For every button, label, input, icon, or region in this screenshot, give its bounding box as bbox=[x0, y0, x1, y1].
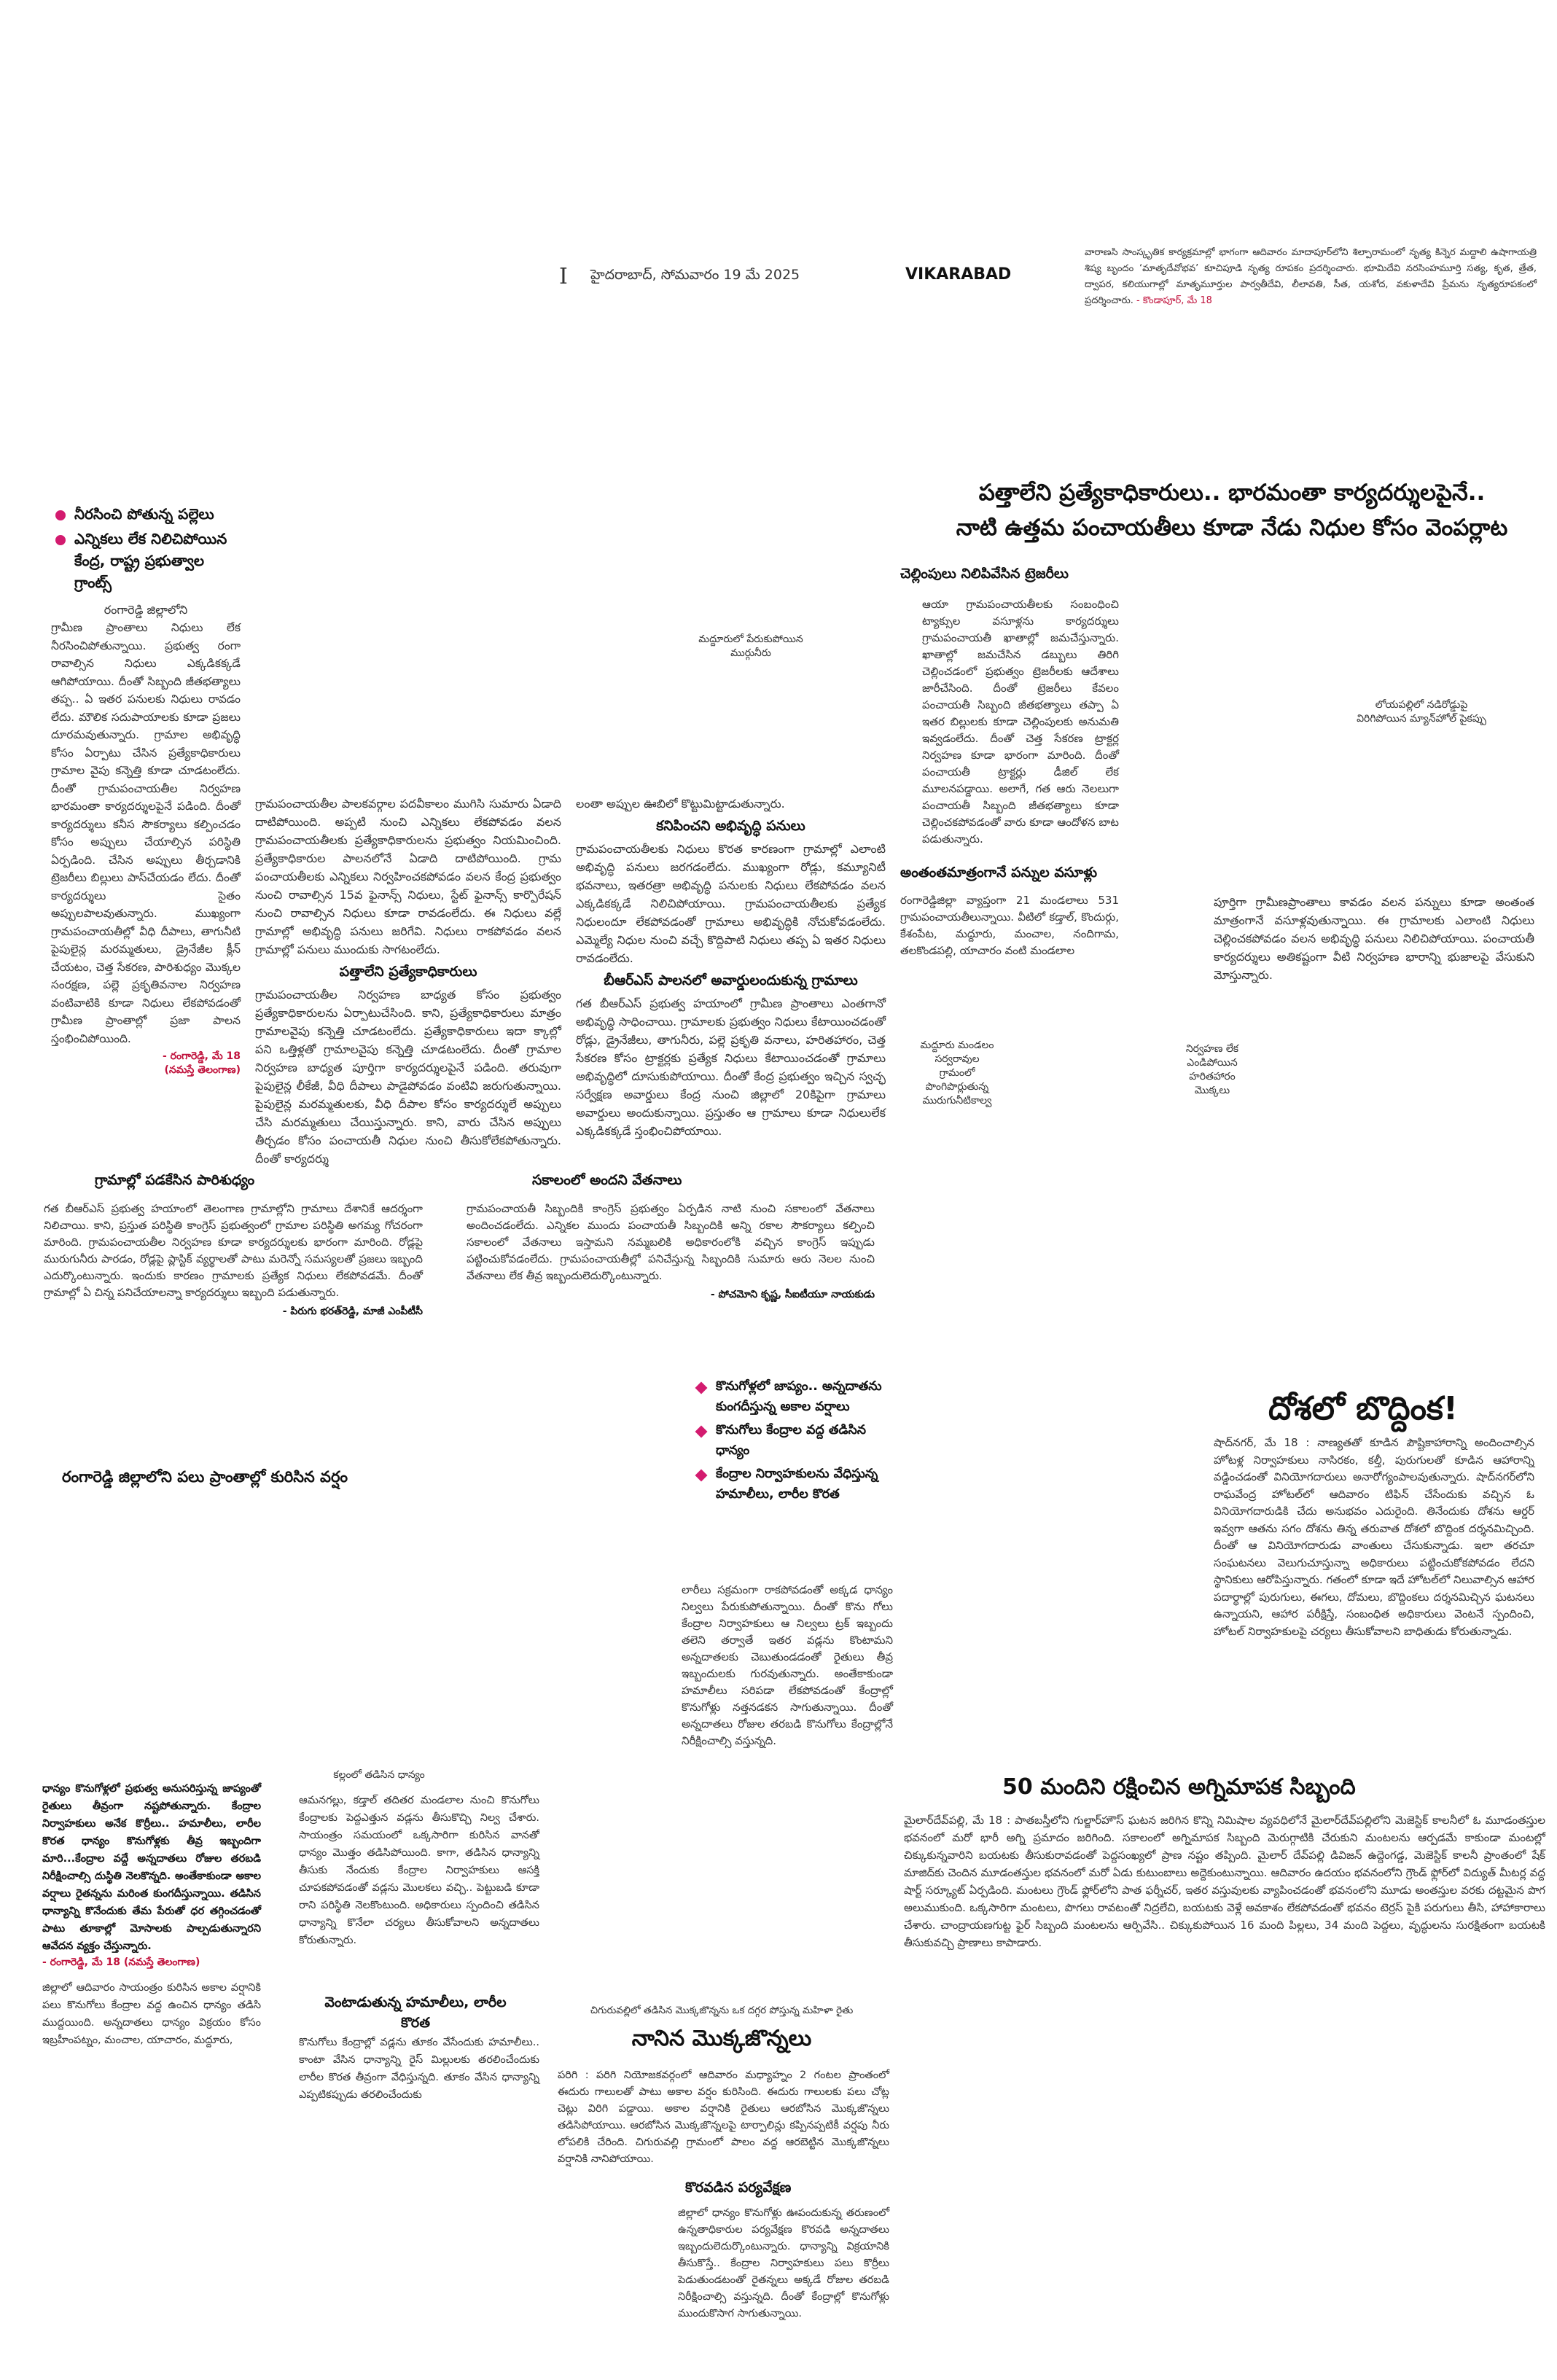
paddy-body-left: జిల్లాలో ఆదివారం సాయంత్రం కురిసిన అకాల వర్షానికి పలు కొనుగోలు కేంద్రాల వద్ద ఉంచిన ధాన్యం తడిసి ముద్దయింది. అన్నదాతలు ధాన్యం విక్రయం కోసం ఇబ్రహీంపట్నం, మంచాల, యాచారం, మద్దూరు, bbox=[42, 1982, 261, 2046]
center-col2-subhead2: బీఆర్‌ఎస్ పాలనలో అవార్డులందుకున్న గ్రామాలు bbox=[604, 972, 858, 988]
center-col2-body1: గ్రామపంచాయతీలకు నిధులు కొరత కారణంగా గ్రామాల్లో ఎలాంటి అభివృద్ధి పనులు జరగడంలేదు. ముఖ్యంగా రోడ్లు, కమ్యూనిటీ భవనాలు, ఇతరత్రా అభివృద్ధి పనులకు నిధులు లేకపోవడం వలన ఎక్కడికక్కడే నిలిచిపోయాయి. గ్రామపంచాయతీలకు ప్రత్యేక నిధులందూ లేకపోవడంతో గ్రామాలు అభివృద్ధికి నోచుకోవడంలేదు. ఎమ్మెల్యే నిధుల నుంచి వచ్చే కొద్దిపాటి నిధులు తప్ప ఏ ఇతర నిధులు రావడంలేదు. bbox=[576, 842, 886, 965]
paddy-body-mid: ఆమనగల్లు, కడ్తాల్ తదితర మండలాల నుంచి కొనుగోలు కేంద్రాలకు పెద్దఎత్తున వడ్లను తీసుకొచ్చి నిల్వ చేశారు. సాయంత్రం సమయంలో ఒక్కసారిగా కురిసిన వానతో ధాన్యం మొత్తం తడిసిపోయింది. కాగా, తడిసిన ధాన్యాన్ని తీసుకు నేందుకు కేంద్రాల నిర్వాహకులు ఆసక్తి చూపకపోవడంతో వడ్లను మొలకలు వచ్చి.. పెట్టుబడి కూడా రాని పరిస్థితి నెలకొంటుంది. అధికారులు స్పందించి తడిసిన ధాన్యాన్ని కొనేలా చర్యలు తీసుకోవాలని అన్నదాతలు కోరుతున్నారు. bbox=[299, 1795, 539, 1946]
caption-line: లోయపల్లిలో నడిరోడ్డుపై bbox=[1375, 699, 1468, 711]
list-item: ఎన్నికలు లేక నిలిచిపోయిన కేంద్ర, రాష్ట్ర ప్రభుత్వాల గ్రాంట్స్ bbox=[51, 528, 241, 593]
left-article-body: గ్రామీణ ప్రాంతాలు నిధులు లేక నీరసించిపోతున్నాయి. ప్రభుత్వ రంగా రావాల్సిన నిధులు ఎక్కడికక్కడే ఆగిపోయాయి. దీంతో సిబ్బంది జీతభత్యాలు తప్ప.. ఏ ఇతర పనులకు నిధులు రావడం లేదు. మౌలిక సదుపాయాలకు కూడా ప్రజలు దూరమవుతున్నారు. గ్రామాల అభివృద్ధి కోసం ఏర్పాటు చేసిన ప్రత్యేకాధికారులు గ్రామాల వైపు కన్నెత్తి కూడా చూడటంలేదు. దీంతో గ్రామపంచాయతీల నిర్వహణ భారమంతా కార్యదర్శులపైనే పడింది. దీంతో కార్యదర్శులు కనీస సౌకర్యాలు కల్పించడం కోసం అప్పులు చేయాల్సిన పరిస్థితి ఏర్పడింది. చేసిన అప్పులు తీర్చడానికి ట్రెజరీలు బిల్లులు పాస్‌చేయడం లేదు. దీంతో కార్యదర్శులు సైతం అప్పులపాలవుతున్నారు. ముఖ్యంగా గ్రామపంచాయతీల్లో వీధి దీపాలు, తాగునీటి పైపులైన్ల మరమ్మతులు, డ్రైనేజీల క్లీన్ చేయటం, చెత్త సేకరణ, పారిశుధ్యం మొక్కల సంరక్షణ, పల్లె ప్రకృతివనాల నిర్వహణ వంటివాటికి కూడా నిధులు లేకపోవడంతో గ్రామీణ ప్రాంతాల్లో ప్రజా పాలన స్తంభించిపోయింది. bbox=[51, 621, 241, 1045]
list-item: కొనుగోలు కేంద్రాల వద్ద తడిసిన ధాన్యం bbox=[692, 1420, 897, 1461]
main-headline-line2: నాటి ఉత్తమ పంచాయతీలు కూడా నేడు నిధుల కోసం వెంపర్లాట bbox=[956, 515, 1508, 541]
quote-wages bbox=[467, 1172, 875, 1303]
far-right-body: పూర్తిగా గ్రామీణప్రాంతాలు కావడం వలన పన్నులు కూడా అంతంత మాత్రంగానే వసూళ్లవుతున్నాయి. ఈ గ్రామాలకు ఎలాంటి నిధులు చెల్లించకపోవడం వలన అభివృద్ధి పనులు నిలిచిపోయాయి. పంచాయతీ కార్యదర్శులు అతికష్టంగా వీటి నిర్వహణ భారాన్ని భుజాలపై వేసుకుని మోస్తున్నారు. bbox=[1214, 895, 1534, 982]
center-col1-body1: గ్రామపంచాయతీల పాలకవర్గాల పదవీకాలం ముగిసి సుమారు ఏడాది దాటిపోయింది. అప్పటి నుంచి ఎన్నికలు లేకపోవడం వలన గ్రామపంచాయతీలకు ప్రత్యేకాధికారులను ప్రభుత్వం నియమించింది. ప్రత్యేకాధికారుల పాలనలోనే ఏడాది దాటిపోయింది. గ్రామ పంచాయతీలకు ఎన్నికలు నిర్వహించకపోవడం వలన కేంద్ర ప్రభుత్వం నుంచి రావాల్సిన 15వ ఫైనాన్స్ నిధులు, స్టేట్ ఫైనాన్స్ కార్పొరేషన్ నుంచి రావాల్సిన నిధులు కూడా రావడంలేదు. ఈ నిధులు వల్లే గ్రామాల్లో అభివృద్ధి పనులు జరిగేవి. నిధులు రాకపోవడం వలన గ్రామాల్లో పనులు ముందుకు సాగటంలేదు. bbox=[255, 797, 561, 956]
left-article bbox=[51, 503, 241, 1078]
paddy-lead-text: ధాన్యం కొనుగోళ్లలో ప్రభుత్వ అనుసరిస్తున్న జాప్యంతో రైతులు తీవ్రంగా నష్టపోతున్నారు. కేంద్రాల నిర్వాహకులు అనేక కొర్రీలు.. హమాలీలు, లారీల కొరత ధాన్యం కొనుగోళ్లకు తీవ్ర ఇబ్బందిగా మారి...కేంద్రాల వద్దే అన్నదాతలు రోజుల తరబడి నిరీక్షించాల్సి దుస్థితి నెలకొన్నది. అంతేకాకుండా అకాల వర్షాలు రైతన్నను మరింత కుంగదీస్తున్నాయి. తడిసిన ధాన్యాన్ని కొనేందుకు తేమ పేరుతో ధర తగ్గించడంతో పాటు తూకాల్లో మోసాలకు పాల్పడుతున్నారని ఆవేదన వ్యక్తం చేస్తున్నారు. bbox=[42, 1783, 261, 1952]
top-caption-text: వారాణసి సాంస్కృతిక కార్యక్రమాల్లో భాగంగా ఆదివారం మాదాపూర్‌లోని శిల్పారామంలో నృత్య కిన్నెర మద్దాలి ఉషాగాయత్రి శిష్య బృందం ‘మాతృదేవోభవ’ కూచిపూడి నృత్య రూపకం ప్రదర్శించారు. భూమిదేవి నరసింహమూర్తి సత్య, కృత, త్రేత, ద్వాపర, కలియుగాల్లో మాతృమూర్తుల పార్వతీదేవి, లీలావతి, సీత, యశోద, వకుళాదేవి ప్రేమను నృత్యరూపకంలో ప్రదర్శించారు. bbox=[1085, 247, 1537, 306]
list-item: కొనుగోళ్లలో జాప్యం.. అన్నదాతను కుంగదీస్తున్న అకాల వర్షాలు bbox=[692, 1376, 897, 1417]
quote-sanitation-credit: - పిరుగు భరత్‌రెడ్డి, మాజీ ఎంపీటీసీ bbox=[282, 1306, 423, 1317]
far-right-column bbox=[1214, 893, 1534, 984]
caption-line: పొంగిపొర్లుతున్న bbox=[925, 1081, 989, 1093]
left-article-credit bbox=[51, 1050, 241, 1078]
center-right-subhead1: చెల్లింపులు నిలిపివేసిన ట్రెజరీలు bbox=[900, 566, 1069, 582]
photo-caption-drain bbox=[671, 633, 831, 660]
dosa-body: షాద్‌నగర్, మే 18 : నాణ్యతతో కూడిన పౌష్టికాహారాన్ని అందించాల్సిన హోటళ్ల నిర్వాహకులు నాసిరకం, కల్తీ, పురుగులతో కూడిన ఆహారాన్ని వడ్డించడంతో వినియోగదారులు అనారోగ్యంపాలవుతున్నారు. షాద్‌నగర్‌లోని రాఘవేంద్ర హోటల్‌లో ఆదివారం టిఫిన్ చేసేందుకు వచ్చిన ఓ వినియోగదారుడికి చేదు అనుభవం ఎదురైంది. తినేందుకు దోశను ఆర్డర్ ఇవ్వగా ఆతను సగం దోశను తిన్న తరువాత దోశలో బొద్దింక దర్శనమిచ్చింది. దీంతో ఆ వినియోగదారుడు వాంతులు చేసుకున్నాడు. ఇలా తరచూ సంఘటనలు వెలుగుచూస్తున్నా అధికారులు పట్టించుకోకపోవడం లేదని స్థానికులు ఆరోపిస్తున్నారు. గతంలో కూడా ఇదే హోటల్‌లో నిలువాల్సిన ఆహార పదార్థాల్లో పురుగులు, ఈగలు, దోమలు, బొద్దింకలు దర్శనమిచ్చిన ఘటనలు ఉన్నాయని, ఆహార పరీక్షిస్తే, సంబంధిత అధికారులు వెంటనే స్పందించి, హోటల్ నిర్వాహకులపై చర్యలు తీసుకోవాలని బాధితుడు కోరుతున్నాడు. bbox=[1214, 1436, 1534, 1638]
caption-line: ముర్గునీరు bbox=[730, 647, 771, 659]
center-col2-body2: గత బీఆర్‌ఎస్ ప్రభుత్వ హయాంలో గ్రామీణ ప్రాంతాలు ఎంతగానో అభివృద్ధి సాధించాయి. గ్రామాలకు ప్రభుత్వం నిధులు కేటాయించడంతో రోడ్లు, డ్రైనేజీలు, తాగునీరు, పల్లె ప్రకృతి వనాలు, హరితహారం, చెత్త సేకరణ కోసం ట్రాక్టర్లకు ప్రత్యేక నిధులు కేటాయించడంతో గ్రామాలు అభివృద్ధిలో దూసుకుపోయాయి. దీంతో కేంద్ర ప్రభుత్వం ఇచ్చిన స్వచ్ఛ సర్వేక్షణ అవార్డులు కేంద్ర నుంచి జిల్లాలో 20కిపైగా గ్రామాలు అవార్డులు అందుకున్నాయి. ప్రస్తుతం ఆ గ్రామాలు కూడా నిధులులేక ఎక్కడికక్కడే స్తంభించిపోయాయి. bbox=[576, 996, 886, 1138]
paddy-body-right: లారీలు సక్రమంగా రాకపోవడంతో అక్కడ ధాన్యం నిల్వలు పేరుకుపోతున్నాయి. దీంతో కొను గోలు కేంద్రాల నిర్వాహకులు ఆ నిల్వలు ట్రక్ ఇబ్బందు తలెని తర్వాతే ఇతర వడ్లను కొంటామని అన్నదాతలకు చెబుతుండడంతో రైతులు తీవ్ర ఇబ్బందులకు గురవుతున్నారు. అంతేకాకుండా హమాలీలు సరిపడా లేకపోవడంతో కేంద్రాల్లో కొనుగోళ్లు నత్తనడకన సాగుతున్నాయి. దీంతో అన్నదాతలు రోజుల తరబడి కొనుగోలు కేంద్రాల్లోనే నిరీక్షించాల్సి వస్తున్నది. bbox=[682, 1583, 893, 1747]
caption-line: ఎండిపోయిన bbox=[1187, 1057, 1238, 1069]
farmer-headline: నానిన మొక్కజొన్నలు bbox=[631, 2026, 812, 2051]
quote-wages-title: సకాలంలో అందని వేతనాలు bbox=[532, 1172, 682, 1188]
left-article-dateline: రంగారెడ్డి జిల్లాలోని bbox=[104, 603, 188, 617]
fire-headline: 50 మందిని రక్షించిన అగ్నిమాపక సిబ్బంది bbox=[1002, 1774, 1356, 1800]
edition-label: VIKARABAD bbox=[905, 265, 1012, 284]
farmer-subhead: కొరవడిన పర్యవేక్షణ bbox=[685, 2180, 792, 2196]
left-article-bullets bbox=[51, 503, 241, 593]
fire-body: మైలార్‌దేవ్‌పల్లి, మే 18 : పాతబస్తీలోని గుల్జార్‌హౌస్ ఘటన జరిగిన కొన్ని నిమిషాల వ్యవధిలోనే మైలార్‌దేవ్‌పల్లిలోని మెజెస్టిక్ కాలనీలో ఓ మూడంతస్తుల భవనంలో మరో భారీ అగ్ని ప్రమాదం జరిగింది. సకాలంలో అగ్నిమాపక సిబ్బంది మెరుగ్గాటికి చేరుకుని మంటలను ఆర్పడమే కాకుండా మంటల్లో చిక్కుకున్నవారిని బయటకు తీసుకురావడంతో పెద్దసంఖ్యలో ప్రాణ నష్టం తప్పింది. మైలార్ దేవ్‌పల్లి డివిజన్ ఉద్దెంగడ్డ, మెజెస్టిక్ కాలనీ ప్రాంతంలో షేక్ మాజిద్‌కు చెందిన మూడంతస్తుల భవనంలో మరో ఏడు కుటుంబాలు అద్దెకుంటున్నాయి. ఆదివారం ఉదయం భవనంలోని గ్రౌండ్ ఫ్లోర్‌లో విద్యుత్ మీటర్ల వద్ద షార్ట్ సర్క్యూట్ ఏర్పడింది. మంటలు గ్రౌండ్ ఫ్లోర్‌లోని పాత ఫర్నీచర్, ఇతర వస్తువులకు వ్యాపించడంతో భవనంలోని మూడు అంతస్తుల వరకు దట్టమైన పొగ అలుముకుంది. ఒక్కసారిగా మంటలు, పొగలు రావటంతో నిద్రలేచి, బయటకు వెళ్లే అవకాశం లేకపోవడంతో భవనం టెర్రస్ పైకి పరుగులు తీసి, హాహాకారాలు చేశారు. చాంద్రాయణగుట్ట ఫైర్ సిబ్బంది మంటలను ఆర్పివేసి.. చిక్కుకుపోయిన 16 మంది పిల్లలు, 34 మంది పెద్దలు, వృద్ధులను సురక్షితంగా బయటకి తీసుకువచ్చి ప్రాణాలు కాపాడారు. bbox=[904, 1814, 1545, 1949]
paddy-subhead: వెంటాడుతున్న హమాలీలు, లారీల కొరత bbox=[324, 1994, 507, 2031]
caption-line: హరితహారం bbox=[1189, 1071, 1236, 1082]
paddy-lead bbox=[42, 1780, 261, 2049]
left-credit-line1: - రంగారెడ్డి, మే 18 bbox=[162, 1050, 241, 1062]
page-marker: I bbox=[559, 264, 568, 289]
photo-caption-manhole bbox=[1327, 698, 1516, 726]
top-caption-credit: - కొండాపూర్, మే 18 bbox=[1136, 295, 1212, 306]
quote-wages-body: గ్రామపంచాయతీ సిబ్బందికి కాంగ్రెస్ ప్రభుత్వం ఏర్పడిన నాటి నుంచి సకాలంలో వేతనాలు అందించడంలేదు. ఎన్నికల ముందు పంచాయతీ సిబ్బందికి అన్ని రకాల సౌకర్యాలు కల్పించి సకాలంలో వేతనాలు ఇస్తామని నమ్మబలికి అధికారంలోకి వచ్చిన కాంగ్రెస్ ఇప్పుడు పట్టించుకోవడంలేదు. గ్రామపంచాయతీల్లో పనిచేస్తున్న సిబ్బందికి సుమారు ఆరు నెలల నుంచి వేతనాలు లేక తీవ్ర ఇబ్బందులెదుర్కొంటున్నారు. bbox=[467, 1202, 875, 1282]
farmer-kicker: చిగురువల్లిలో తడిసిన మొక్కజొన్నను ఒక దగ్గర పోస్తున్న మహిళా రైతు bbox=[590, 2005, 854, 2016]
caption-line: సర్వరావుల bbox=[934, 1053, 980, 1065]
caption-line: గ్రామంలో bbox=[939, 1067, 975, 1079]
quote-sanitation-title: గ్రామాల్లో పడకేసిన పారిశుధ్యం bbox=[95, 1172, 255, 1188]
center-right-column bbox=[900, 565, 1119, 959]
center-right-body1: ఆయా గ్రామపంచాయతీలకు సంబంధించి ట్యాక్సుల వసూళ్లను కార్యదర్శులు గ్రామపంచాయతీ ఖాతాల్లో జమచేస్తున్నారు. ఖాతాల్లో జమచేసిన డబ్బులు తిరిగి చెల్లించడంలో ప్రభుత్వం ట్రెజరీలకు ఆదేశాలు జారీచేసింది. దీంతో ట్రెజరీలు కేవలం పంచాయతీ సిబ్బంది జీతభత్యాలు తప్పా ఏ ఇతర బిల్లులకు కూడా చెల్లింపులకు అనుమతి ఇవ్వడంలేదు. దీంతో చెత్త సేకరణ ట్రాక్టర్ల నిర్వహణ కూడా భారంగా మారింది. దీంతో పంచాయతీ ట్రాక్టర్లు డీజిల్ లేక మూలనపడ్డాయి. అలాగే, గత ఆరు నెలలుగా పంచాయతీ సిబ్బంది జీతభత్యాలు కూడా చెల్లించకపోవడంతో వారు కూడా ఆందోళన బాట పడుతున్నారు. bbox=[922, 598, 1119, 846]
farmer-body: పరిగి : పరిగి నియోజకవర్గంలో ఆదివారం మధ్యాహ్నం 2 గంటల ప్రాంతంలో ఈదురు గాలులతో పాటు అకాల వర్షం కురిసింది. ఈదురు గాలులకు పలు చోట్ల చెట్లు విరిగి పడ్డాయి. అకాల వర్షానికి రైతులు ఆరబోసిన మొక్కజొన్నలు తడిసిపోయాయి. ఆరబోసిన మొక్కజొన్నలపై టార్పాలిన్లు కప్పినప్పటికీ వర్షపు నీరు లోపలికి చేరింది. చిగురువల్లి గ్రామంలో పాలం వద్ద ఆరబెట్టిన మొక్కజొన్నలు వర్షానికి నానిపోయాయి. bbox=[558, 2069, 889, 2165]
list-item: కేంద్రాల నిర్వాహకులను వేధిస్తున్న హమాలీలు, లారీల కొరత bbox=[692, 1464, 897, 1505]
caption-line: మద్దూరు మండలం bbox=[920, 1039, 994, 1051]
caption-line: మద్దూరులో పేరుకుపోయిన bbox=[698, 633, 803, 645]
center-col1-subhead: పత్తాలేని ప్రత్యేకాధికారులు bbox=[339, 964, 477, 980]
caption-line: విరిగిపోయిన మ్యాన్‌హోల్ పైకప్పు bbox=[1357, 713, 1486, 725]
paddy-lead-credit: - రంగారెడ్డి, మే 18 (నమస్తే తెలంగాణ) bbox=[42, 1956, 200, 1968]
paddy-bullets bbox=[692, 1376, 897, 1507]
paddy-body-sub: కొనుగోలు కేంద్రాల్లో వడ్లను తూకం వేసేందుకు హమాలీలు.. కాంటా వేసిన ధాన్యాన్ని రైస్ మిల్లులకు తరలించేందుకు లారీల కొరత తీవ్రంగా వేధిస్తున్నది. తూకం వేసిన ధాన్యాన్ని ఎప్పటికప్పుడు తరలించేందుకు bbox=[299, 2037, 539, 2101]
caption-line: నిర్వహణ లేక bbox=[1185, 1043, 1239, 1055]
center-column-2 bbox=[576, 795, 886, 1140]
center-column-1 bbox=[255, 795, 561, 1168]
center-right-subhead2: అంతంతమాత్రంగానే పన్నుల వసూళ్లు bbox=[900, 865, 1098, 881]
paddy-photo-caption: కల్లంలో తడిసిన ధాన్యం bbox=[333, 1769, 425, 1781]
list-item: నీరసించి పోతున్న పల్లెలు bbox=[51, 503, 241, 525]
left-credit-line2: (నమస్తే తెలంగాణ) bbox=[164, 1064, 241, 1076]
center-right-body2: రంగారెడ్డిజిల్లా వ్యాప్తంగా 21 మండలాలు 531 గ్రామపంచాయతీలున్నాయి. వీటిలో కడ్తాల్, కొందుర్గు, కేశంపేట, మద్దూరు, మంచాల, నందిగామ, తలకొండపల్లి, యాచారం వంటి మండలాల bbox=[900, 894, 1119, 957]
caption-line: మొక్కలు bbox=[1194, 1085, 1230, 1096]
center-col2-subhead1: కనిపించని అభివృద్ధి పనులు bbox=[656, 818, 805, 834]
dosa-headline: దోశలో బొద్దింక! bbox=[1268, 1390, 1458, 1427]
top-photo-caption bbox=[1085, 245, 1537, 309]
photo-caption-overflow bbox=[902, 1039, 1012, 1108]
dateline: హైదరాబాద్, సోమవారం 19 మే 2025 bbox=[590, 267, 800, 283]
main-headline-line1: పత్తాలేని ప్రత్యేకాధికారులు.. భారమంతా కార్యదర్శులపైనే.. bbox=[978, 480, 1486, 506]
quote-sanitation-body: గత బీఆర్‌ఎస్ ప్రభుత్వ హయాంలో తెలంగాణ గ్రామాల్లోని గ్రామాలు దేశానికే ఆదర్శంగా నిలిచాయి. కాని, ప్రస్తుత పరిస్థితి కాంగ్రెస్ ప్రభుత్వంలో గ్రామాల పరిస్థితి అగమ్య గోచరంగా మారింది. గ్రామపంచాయతీల నిర్వహణ కూడా కార్యదర్శులకు భారంగా మారింది. రోడ్లపై మురుగునీరు పారడం, రోడ్లపై ప్లాస్టిక్ వ్యర్థాలతో పాటు మరెన్నో సమస్యలతో ప్రజలు ఇబ్బంది ఎదుర్కొంటున్నారు. ఇందుకు కారణం గ్రామాలకు ప్రత్యేక నిధులు లేకపోవడమే. దీంతో గ్రామాల్లో ఏ చిన్న పనిచేయాలన్నా కార్యదర్శులు ఇబ్బంది పడుతున్నారు. bbox=[44, 1202, 423, 1299]
center-col1-body2: గ్రామపంచాయతీల నిర్వహణ బాధ్యత కోసం ప్రభుత్వం ప్రత్యేకాధికారులను ఏర్పాటుచేసింది. కాని, ప్రత్యేకాధికారులు మాత్రం గ్రామాలవైపు కన్నెత్తి చూడటంలేదు. ప్రత్యేకాధికారులు ఇదా క్కాల్లో పని ఒత్తిళ్లతో గ్రామాలవైపు కన్నెత్తి చూడటంలేదు. దీంతో గ్రామాల నిర్వహణ బాధ్యత పూర్తిగా కార్యదర్శులపైనే పడింది. తరువుగా పైపులైన్ల లీకేజీ, వీధి దీపాలు పాడైపోవడం వంటివి జరుగుతున్నాయి. పైపులైన్ల మరమ్మతులకు, వీధి దీపాల కోసం కార్యదర్శులే అప్పులు చేసి మరమ్మతులు చేయిస్తున్నారు. కాని, వారు చేసిన అప్పులు తీర్చడం కోసం పంచాయతీ నిధుల నుంచి తీసుకోలేకపోతున్నారు. దీంతో కార్యదర్శు bbox=[255, 988, 561, 1166]
main-headline bbox=[918, 475, 1545, 545]
quote-sanitation bbox=[44, 1172, 423, 1319]
photo-caption-plants bbox=[1168, 1042, 1256, 1098]
center-col2-lead: లంతా అప్పుల ఊబిలో కొట్టుమిట్టాడుతున్నారు. bbox=[576, 797, 785, 811]
quote-wages-credit: - పోచమోని కృష్ణ, సీఐటీయూ నాయకుడు bbox=[710, 1289, 875, 1300]
farmer-subbody: జిల్లాలో ధాన్యం కొనుగోళ్లు ఊపందుకున్న తరుణంలో ఉన్నతాధికారుల పర్యవేక్షణ కొరవడి అన్నదాతలు ఇబ్బందులెదుర్కొంటున్నారు. ధాన్యాన్ని విక్రయానికి తీసుకొస్తే.. కేంద్రాల నిర్వాహకులు పలు కొర్రీలు పెడుతుండటంతో రైతన్నలు అక్కడే రోజుల తరబడి నిరీక్షించాల్సి వస్తున్నది. దీంతో కేంద్రాల్లో కొనుగోళ్లు ముందుకొసాగ సాగుతున్నాయి. bbox=[678, 2207, 889, 2319]
caption-line: మురుగునీటికాల్వ bbox=[922, 1095, 992, 1107]
rain-photo-caption: రంగారెడ్డి జిల్లాలోని పలు ప్రాంతాల్లో కురిసిన వర్షం bbox=[62, 1468, 348, 1486]
